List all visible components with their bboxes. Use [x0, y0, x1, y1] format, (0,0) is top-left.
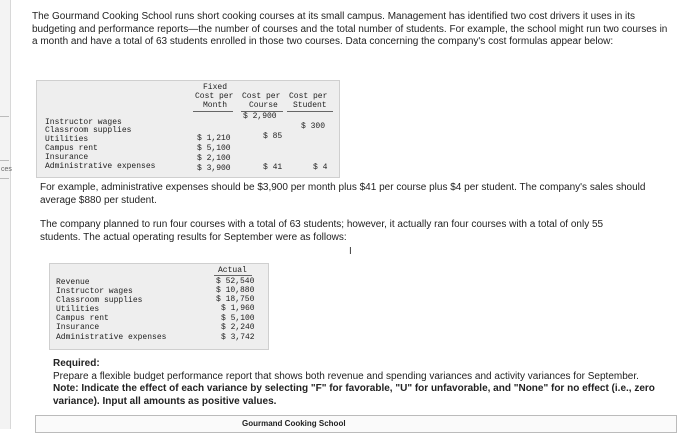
left-panel-edge [0, 0, 11, 429]
actual-header: Actual [218, 266, 247, 275]
required-title: Required: [53, 358, 100, 369]
panel-tick [0, 160, 9, 161]
required-section [53, 358, 673, 408]
header-underline [193, 111, 233, 112]
header-course-1: Cost per [242, 92, 281, 101]
row-value: $ 1,960 [221, 304, 255, 313]
header-student-1: Cost per [289, 92, 328, 101]
row-course: $ 2,900 [243, 112, 277, 121]
company-header-box [35, 415, 677, 433]
panel-tick [0, 178, 9, 179]
row-value: $ 18,750 [216, 295, 255, 304]
row-label: Campus rent [45, 144, 98, 153]
example-paragraph: For example, administrative expenses should be $3,900 per month plus $41 per course plus $4 per student. The company's sales should average $880 per student. [40, 182, 646, 206]
cost-formula-table [36, 80, 340, 178]
row-label: Utilities [45, 135, 89, 144]
row-label: Administrative expenses [56, 333, 167, 342]
row-course: $ 41 [263, 163, 283, 172]
required-line: Prepare a flexible budget performance report that shows both revenue and spending variances and activity variances for September. [53, 370, 639, 382]
row-label: Campus rent [56, 314, 109, 323]
row-course: $ 85 [263, 132, 283, 141]
row-fixed: $ 3,900 [197, 164, 231, 173]
row-label: Insurance [45, 153, 89, 162]
row-fixed: $ 2,100 [197, 154, 231, 163]
intro-paragraph: The Gourmand Cooking School runs short cooking courses at its small campus. Management has identified two cost drivers it uses in its budgeting and performance reports—the number of courses and the total number of students. For example, the school might run two courses in a month and have a total of 63 students enrolled in those two courses. Data concerning the company's cost formulas appear below: [32, 11, 668, 47]
header-fixed-3: Month [203, 101, 228, 110]
row-student: $ 300 [301, 122, 326, 131]
company-name: Gourmand Cooking School [242, 419, 346, 428]
header-student-2: Student [293, 101, 327, 110]
row-fixed: $ 5,100 [197, 144, 231, 153]
row-value: $ 2,240 [221, 323, 255, 332]
side-label: ces [1, 166, 12, 173]
planned-paragraph: The company planned to run four courses with a total of 63 students; however, it actually ran four courses with a total of only 55 students. The actual operating results for September were as follows: [40, 219, 604, 243]
row-label: Instructor wages [45, 118, 122, 127]
row-label: Insurance [56, 323, 100, 332]
header-underline [214, 275, 252, 276]
header-course-2: Course [249, 101, 278, 110]
actual-results-table [49, 263, 269, 350]
row-value: $ 10,880 [216, 286, 255, 295]
required-note: Note: Indicate the effect of each variance by selecting "F" for favorable, "U" for unfavorable, and "None" for no effect (i.e., zero variance). Input all amounts as positive values. [53, 383, 655, 407]
row-student: $ 4 [313, 163, 328, 172]
header-underline [287, 111, 333, 112]
row-value: $ 52,540 [216, 277, 255, 286]
row-label: Classroom supplies [56, 296, 143, 305]
row-value: $ 5,100 [221, 314, 255, 323]
row-label: Instructor wages [56, 287, 133, 296]
row-fixed: $ 1,210 [197, 134, 231, 143]
row-value: $ 3,742 [221, 333, 255, 342]
header-fixed-2: Cost per [195, 92, 234, 101]
header-fixed-1: Fixed [203, 83, 228, 92]
row-label: Administrative expenses [45, 162, 156, 171]
row-label: Revenue [56, 278, 90, 287]
row-label: Classroom supplies [45, 126, 132, 135]
row-label: Utilities [56, 305, 100, 314]
text-cursor-icon: I [349, 246, 352, 257]
panel-tick [0, 116, 9, 117]
